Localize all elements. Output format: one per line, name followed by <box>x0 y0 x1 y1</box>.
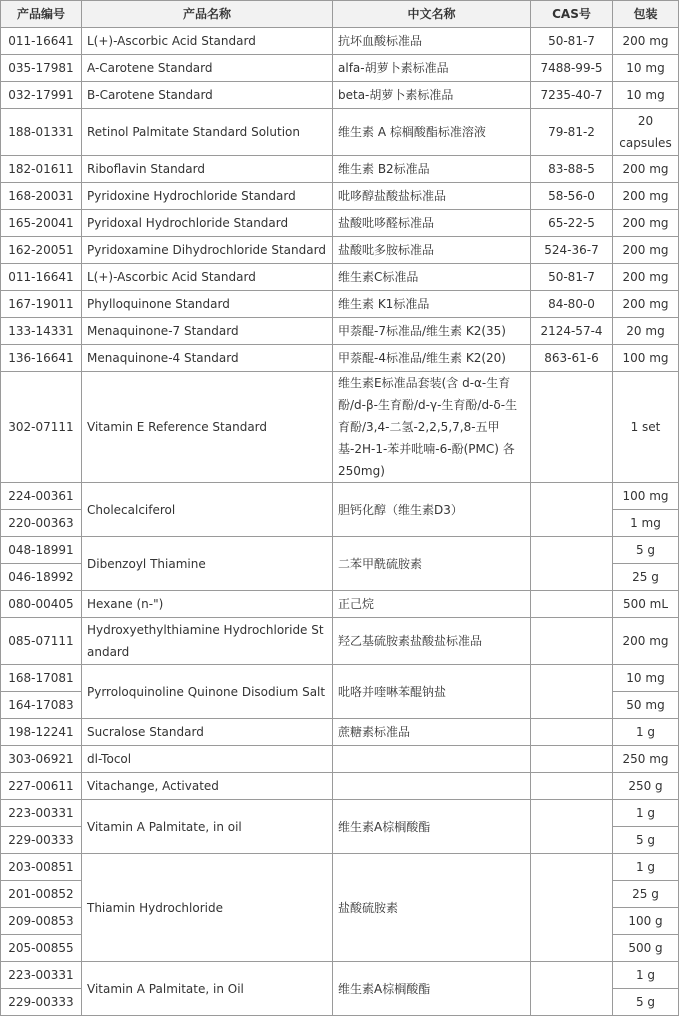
code-cell: 188-01331 <box>1 109 82 156</box>
cn-cell: 维生素A棕榈酸酯 <box>333 800 531 854</box>
cas-cell <box>531 746 613 773</box>
table-row <box>1 372 679 483</box>
name-cell: Pyridoxine Hydrochloride Standard <box>82 183 333 210</box>
table-row <box>1 746 679 773</box>
cas-cell <box>531 962 613 1016</box>
table-row <box>1 962 679 989</box>
name-cell: Vitamin A Palmitate, in oil <box>82 800 333 854</box>
table-row <box>1 537 679 564</box>
name-cell: Thiamin Hydrochloride <box>82 854 333 962</box>
table-row <box>1 800 679 827</box>
cas-cell: 7488-99-5 <box>531 55 613 82</box>
cn-cell: 抗坏血酸标准品 <box>333 28 531 55</box>
cn-cell: 蔗糖素标准品 <box>333 719 531 746</box>
name-cell: Phylloquinone Standard <box>82 291 333 318</box>
cas-cell: 2124-57-4 <box>531 318 613 345</box>
cn-cell: 盐酸吡多胺标准品 <box>333 237 531 264</box>
code-cell: 167-19011 <box>1 291 82 318</box>
pack-cell: 200 mg <box>613 237 679 264</box>
cn-cell <box>333 773 531 800</box>
cas-cell <box>531 854 613 962</box>
code-cell: 229-00333 <box>1 989 82 1016</box>
table-header-row <box>1 1 679 28</box>
table-row <box>1 318 679 345</box>
pack-cell: 5 g <box>613 537 679 564</box>
code-cell: 162-20051 <box>1 237 82 264</box>
cn-cell: 维生素A棕榈酸酯 <box>333 962 531 1016</box>
pack-cell: 200 mg <box>613 156 679 183</box>
cas-cell: 524-36-7 <box>531 237 613 264</box>
code-cell: 165-20041 <box>1 210 82 237</box>
pack-cell: 5 g <box>613 989 679 1016</box>
code-cell: 048-18991 <box>1 537 82 564</box>
cn-cell: 维生素 A 棕榈酸酯标准溶液 <box>333 109 531 156</box>
cas-cell: 50-81-7 <box>531 264 613 291</box>
name-cell: dl-Tocol <box>82 746 333 773</box>
code-cell: 227-00611 <box>1 773 82 800</box>
pack-cell: 20 capsules <box>613 109 679 156</box>
name-cell: Dibenzoyl Thiamine <box>82 537 333 591</box>
cn-cell: 甲萘醌-4标准品/维生素 K2(20) <box>333 345 531 372</box>
cn-cell: 胆钙化醇（维生素D3） <box>333 483 531 537</box>
cn-cell: alfa-胡萝卜素标准品 <box>333 55 531 82</box>
cas-cell: 50-81-7 <box>531 28 613 55</box>
pack-cell: 200 mg <box>613 291 679 318</box>
table-row <box>1 28 679 55</box>
name-cell: Menaquinone-4 Standard <box>82 345 333 372</box>
cn-cell: 羟乙基硫胺素盐酸盐标准品 <box>333 618 531 665</box>
name-cell: Pyridoxamine Dihydrochloride Standard <box>82 237 333 264</box>
pack-cell: 10 mg <box>613 55 679 82</box>
table-row <box>1 773 679 800</box>
code-cell: 209-00853 <box>1 908 82 935</box>
pack-cell: 100 g <box>613 908 679 935</box>
pack-cell: 50 mg <box>613 692 679 719</box>
table-row <box>1 345 679 372</box>
pack-cell: 25 g <box>613 564 679 591</box>
pack-cell: 250 g <box>613 773 679 800</box>
code-cell: 046-18992 <box>1 564 82 591</box>
name-cell: Retinol Palmitate Standard Solution <box>82 109 333 156</box>
cas-cell: 84-80-0 <box>531 291 613 318</box>
cas-cell: 83-88-5 <box>531 156 613 183</box>
name-cell: Pyrroloquinoline Quinone Disodium Salt <box>82 665 333 719</box>
cn-cell: 正己烷 <box>333 591 531 618</box>
cas-cell <box>531 537 613 591</box>
name-cell: Vitamin E Reference Standard <box>82 372 333 483</box>
pack-cell: 500 mL <box>613 591 679 618</box>
code-cell: 136-16641 <box>1 345 82 372</box>
pack-cell: 1 g <box>613 854 679 881</box>
header-cn: 中文名称 <box>333 1 531 28</box>
code-cell: 205-00855 <box>1 935 82 962</box>
header-code: 产品编号 <box>1 1 82 28</box>
code-cell: 229-00333 <box>1 827 82 854</box>
header-pack: 包装 <box>613 1 679 28</box>
code-cell: 223-00331 <box>1 800 82 827</box>
pack-cell: 1 set <box>613 372 679 483</box>
pack-cell: 1 mg <box>613 510 679 537</box>
table-row <box>1 483 679 510</box>
pack-cell: 25 g <box>613 881 679 908</box>
code-cell: 168-17081 <box>1 665 82 692</box>
code-cell: 201-00852 <box>1 881 82 908</box>
code-cell: 224-00361 <box>1 483 82 510</box>
cn-cell: 二苯甲酰硫胺素 <box>333 537 531 591</box>
name-cell: L(+)-Ascorbic Acid Standard <box>82 28 333 55</box>
cn-cell: beta-胡萝卜素标准品 <box>333 82 531 109</box>
name-cell: Hydroxyethylthiamine Hydrochloride Standard <box>82 618 333 665</box>
cas-cell: 79-81-2 <box>531 109 613 156</box>
name-cell: Vitamin A Palmitate, in Oil <box>82 962 333 1016</box>
name-cell: A-Carotene Standard <box>82 55 333 82</box>
table-row <box>1 618 679 665</box>
code-cell: 302-07111 <box>1 372 82 483</box>
table-row <box>1 183 679 210</box>
code-cell: 035-17981 <box>1 55 82 82</box>
code-cell: 080-00405 <box>1 591 82 618</box>
cas-cell: 58-56-0 <box>531 183 613 210</box>
name-cell: Menaquinone-7 Standard <box>82 318 333 345</box>
cas-cell <box>531 773 613 800</box>
pack-cell: 500 g <box>613 935 679 962</box>
cas-cell <box>531 719 613 746</box>
pack-cell: 20 mg <box>613 318 679 345</box>
name-cell: Sucralose Standard <box>82 719 333 746</box>
name-cell: Hexane (n-") <box>82 591 333 618</box>
pack-cell: 100 mg <box>613 483 679 510</box>
cn-cell: 维生素C标准品 <box>333 264 531 291</box>
pack-cell: 200 mg <box>613 28 679 55</box>
code-cell: 133-14331 <box>1 318 82 345</box>
name-cell: Vitachange, Activated <box>82 773 333 800</box>
pack-cell: 1 g <box>613 800 679 827</box>
cn-cell: 盐酸吡哆醛标准品 <box>333 210 531 237</box>
cn-cell: 吡哆醇盐酸盐标准品 <box>333 183 531 210</box>
cn-cell: 吡咯并喹啉苯醌钠盐 <box>333 665 531 719</box>
cas-cell <box>531 800 613 854</box>
code-cell: 011-16641 <box>1 28 82 55</box>
code-cell: 220-00363 <box>1 510 82 537</box>
table-row <box>1 210 679 237</box>
pack-cell: 10 mg <box>613 82 679 109</box>
cas-cell <box>531 372 613 483</box>
cn-cell <box>333 746 531 773</box>
header-name: 产品名称 <box>82 1 333 28</box>
cas-cell <box>531 483 613 537</box>
name-cell: Cholecalciferol <box>82 483 333 537</box>
table-row <box>1 156 679 183</box>
pack-cell: 200 mg <box>613 210 679 237</box>
cn-cell: 维生素E标准品套装(含 d-α-生育酚/d-β-生育酚/d-γ-生育酚/d-δ-生育酚/3,4-二氢-2,2,5,7,8-五甲基-2H-1-苯并吡喃-6-酚(PMC) 各250mg) <box>333 372 531 483</box>
table-row <box>1 665 679 692</box>
code-cell: 011-16641 <box>1 264 82 291</box>
code-cell: 164-17083 <box>1 692 82 719</box>
code-cell: 203-00851 <box>1 854 82 881</box>
code-cell: 032-17991 <box>1 82 82 109</box>
cas-cell <box>531 591 613 618</box>
table-row <box>1 854 679 881</box>
table-row <box>1 55 679 82</box>
table-row <box>1 291 679 318</box>
table-row <box>1 82 679 109</box>
cn-cell: 甲萘醌-7标准品/维生素 K2(35) <box>333 318 531 345</box>
table-row <box>1 591 679 618</box>
pack-cell: 200 mg <box>613 264 679 291</box>
table-row <box>1 719 679 746</box>
cas-cell: 65-22-5 <box>531 210 613 237</box>
cn-cell: 盐酸硫胺素 <box>333 854 531 962</box>
name-cell: L(+)-Ascorbic Acid Standard <box>82 264 333 291</box>
cas-cell: 863-61-6 <box>531 345 613 372</box>
cas-cell <box>531 618 613 665</box>
name-cell: Riboflavin Standard <box>82 156 333 183</box>
table-row <box>1 237 679 264</box>
table-row <box>1 109 679 156</box>
pack-cell: 5 g <box>613 827 679 854</box>
cas-cell: 7235-40-7 <box>531 82 613 109</box>
code-cell: 223-00331 <box>1 962 82 989</box>
code-cell: 168-20031 <box>1 183 82 210</box>
code-cell: 085-07111 <box>1 618 82 665</box>
pack-cell: 200 mg <box>613 618 679 665</box>
cn-cell: 维生素 K1标准品 <box>333 291 531 318</box>
code-cell: 182-01611 <box>1 156 82 183</box>
pack-cell: 1 g <box>613 962 679 989</box>
pack-cell: 100 mg <box>613 345 679 372</box>
header-cas: CAS号 <box>531 1 613 28</box>
code-cell: 303-06921 <box>1 746 82 773</box>
pack-cell: 10 mg <box>613 665 679 692</box>
name-cell: B-Carotene Standard <box>82 82 333 109</box>
name-cell: Pyridoxal Hydrochloride Standard <box>82 210 333 237</box>
code-cell: 198-12241 <box>1 719 82 746</box>
pack-cell: 200 mg <box>613 183 679 210</box>
cas-cell <box>531 665 613 719</box>
pack-cell: 1 g <box>613 719 679 746</box>
pack-cell: 250 mg <box>613 746 679 773</box>
table-row <box>1 264 679 291</box>
cn-cell: 维生素 B2标准品 <box>333 156 531 183</box>
